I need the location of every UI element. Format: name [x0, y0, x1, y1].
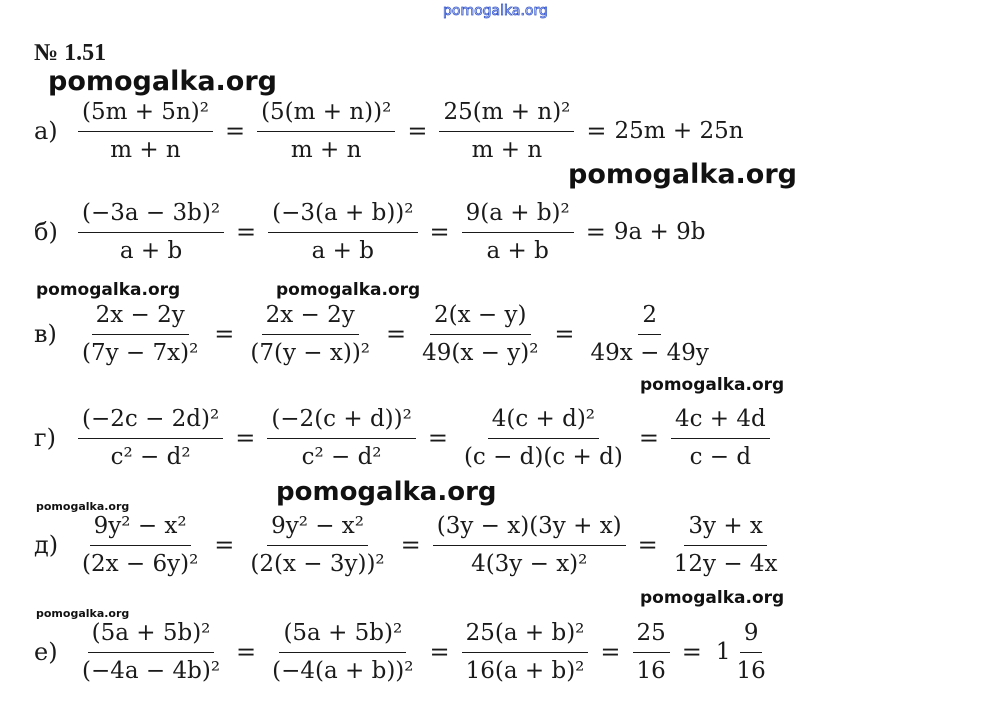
fraction — [257, 98, 395, 165]
watermark: pomogalka.org — [640, 375, 785, 395]
fraction — [633, 619, 670, 686]
equals-sign: = — [235, 424, 256, 453]
equals-sign: = — [214, 531, 235, 560]
row-label: е) — [34, 638, 58, 667]
equals-sign: = — [638, 424, 659, 453]
denominator: 16 — [636, 657, 666, 684]
numerator: (−2(c + d))² — [267, 405, 416, 439]
fraction — [268, 619, 417, 686]
numerator: (5m + 5n)² — [78, 98, 213, 132]
equals-sign: = — [586, 117, 607, 146]
denominator: c² − d² — [110, 443, 191, 470]
equals-sign: = — [386, 320, 407, 349]
equals-sign: = — [554, 320, 575, 349]
denominator: (7y − 7x)² — [82, 339, 199, 366]
equation-row-d — [34, 512, 788, 579]
numerator: 4(c + d)² — [488, 405, 599, 439]
row-label: д) — [34, 531, 59, 560]
denominator: (2x − 6y)² — [82, 550, 199, 577]
mixed-whole: 1 — [715, 639, 731, 666]
watermark: pomogalka.org — [640, 588, 785, 608]
numerator: (−3a − 3b)² — [78, 199, 224, 233]
numerator: 2 — [638, 301, 661, 335]
equals-sign: = — [429, 218, 450, 247]
denominator: a + b — [486, 237, 549, 264]
denominator: a + b — [119, 237, 183, 264]
numerator: 25(a + b)² — [462, 619, 589, 653]
numerator: 9y² − x² — [267, 512, 368, 546]
equation-row-e — [34, 619, 776, 686]
fraction — [78, 405, 223, 472]
equals-sign: = — [427, 424, 448, 453]
result: 25m + 25n — [614, 118, 744, 145]
fraction — [246, 301, 374, 368]
numerator: 9y² − x² — [90, 512, 191, 546]
numerator: (−3(a + b))² — [268, 199, 417, 233]
numerator: 9 — [740, 619, 763, 653]
fraction — [462, 199, 574, 266]
numerator: 2(x − y) — [430, 301, 530, 335]
numerator: (5(m + n))² — [257, 98, 395, 132]
numerator: 2x − 2y — [92, 301, 189, 335]
denominator: 16 — [736, 657, 766, 684]
watermark: pomogalka.org — [276, 477, 497, 507]
denominator: c − d — [689, 443, 752, 470]
denominator: (2(x − 3y))² — [250, 550, 385, 577]
watermark: pomogalka.org — [48, 66, 277, 97]
denominator: 4(3y − x)² — [471, 550, 588, 577]
equation-row-a — [34, 98, 744, 165]
denominator: a + b — [311, 237, 374, 264]
denominator: 16(a + b)² — [465, 657, 585, 684]
problem-number: № 1.51 — [34, 40, 107, 66]
equals-sign: = — [585, 218, 606, 247]
denominator: (7(y − x))² — [250, 339, 371, 366]
numerator: 4c + 4d — [671, 405, 770, 439]
fraction — [267, 405, 416, 472]
row-label: а) — [34, 117, 58, 146]
fraction — [433, 512, 626, 579]
equals-sign: = — [214, 320, 235, 349]
denominator: m + n — [110, 136, 181, 163]
denominator: (−4(a + b))² — [272, 657, 414, 684]
fraction — [78, 98, 213, 165]
fraction — [78, 301, 202, 368]
equals-sign: = — [681, 638, 702, 667]
fraction — [246, 512, 388, 579]
fraction — [460, 405, 627, 472]
denominator: (c − d)(c + d) — [463, 443, 623, 470]
watermark: pomogalka.org — [276, 280, 421, 300]
numerator: 9(a + b)² — [462, 199, 574, 233]
fraction — [418, 301, 542, 368]
row-label: в) — [34, 320, 57, 349]
equals-sign: = — [236, 638, 257, 667]
denominator: m + n — [290, 136, 362, 163]
denominator: (−4a − 4b)² — [82, 657, 221, 684]
denominator: 12y − 4x — [673, 550, 778, 577]
numerator: (5a + 5b)² — [279, 619, 406, 653]
fraction — [462, 619, 589, 686]
equation-row-g — [34, 405, 776, 472]
equals-sign: = — [637, 531, 658, 560]
row-label: б) — [34, 218, 58, 247]
watermark: pomogalka.org — [36, 607, 130, 620]
fraction — [78, 199, 224, 266]
watermark: pomogalka.org — [568, 159, 797, 190]
fraction — [268, 199, 417, 266]
fraction — [439, 98, 574, 165]
fraction — [78, 619, 224, 686]
fraction — [587, 301, 713, 368]
numerator: 3y + x — [684, 512, 767, 546]
numerator: 25 — [633, 619, 670, 653]
equals-sign: = — [224, 117, 246, 146]
fraction — [78, 512, 202, 579]
result: 9a + 9b — [613, 219, 706, 246]
numerator: 2x − 2y — [262, 301, 359, 335]
numerator: 25(m + n)² — [439, 98, 574, 132]
equals-sign: = — [400, 531, 421, 560]
fraction — [733, 619, 770, 686]
fraction — [670, 512, 782, 579]
denominator: 49x − 49y — [590, 339, 709, 366]
denominator: 49(x − y)² — [422, 339, 539, 366]
denominator: m + n — [471, 136, 543, 163]
equals-sign: = — [407, 117, 428, 146]
watermark: pomogalka.org — [36, 280, 181, 300]
equation-row-v — [34, 301, 719, 368]
denominator: c² − d² — [301, 443, 382, 470]
numerator: (3y − x)(3y + x) — [433, 512, 626, 546]
numerator: (5a + 5b)² — [88, 619, 215, 653]
equation-row-b — [34, 199, 705, 266]
watermark: pomogalka.org — [36, 500, 130, 513]
equals-sign: = — [429, 638, 450, 667]
watermark-top: pomogalka.org — [443, 3, 548, 19]
fraction — [671, 405, 770, 472]
row-label: г) — [34, 424, 56, 453]
equals-sign: = — [236, 218, 257, 247]
equals-sign: = — [600, 638, 621, 667]
numerator: (−2c − 2d)² — [78, 405, 223, 439]
